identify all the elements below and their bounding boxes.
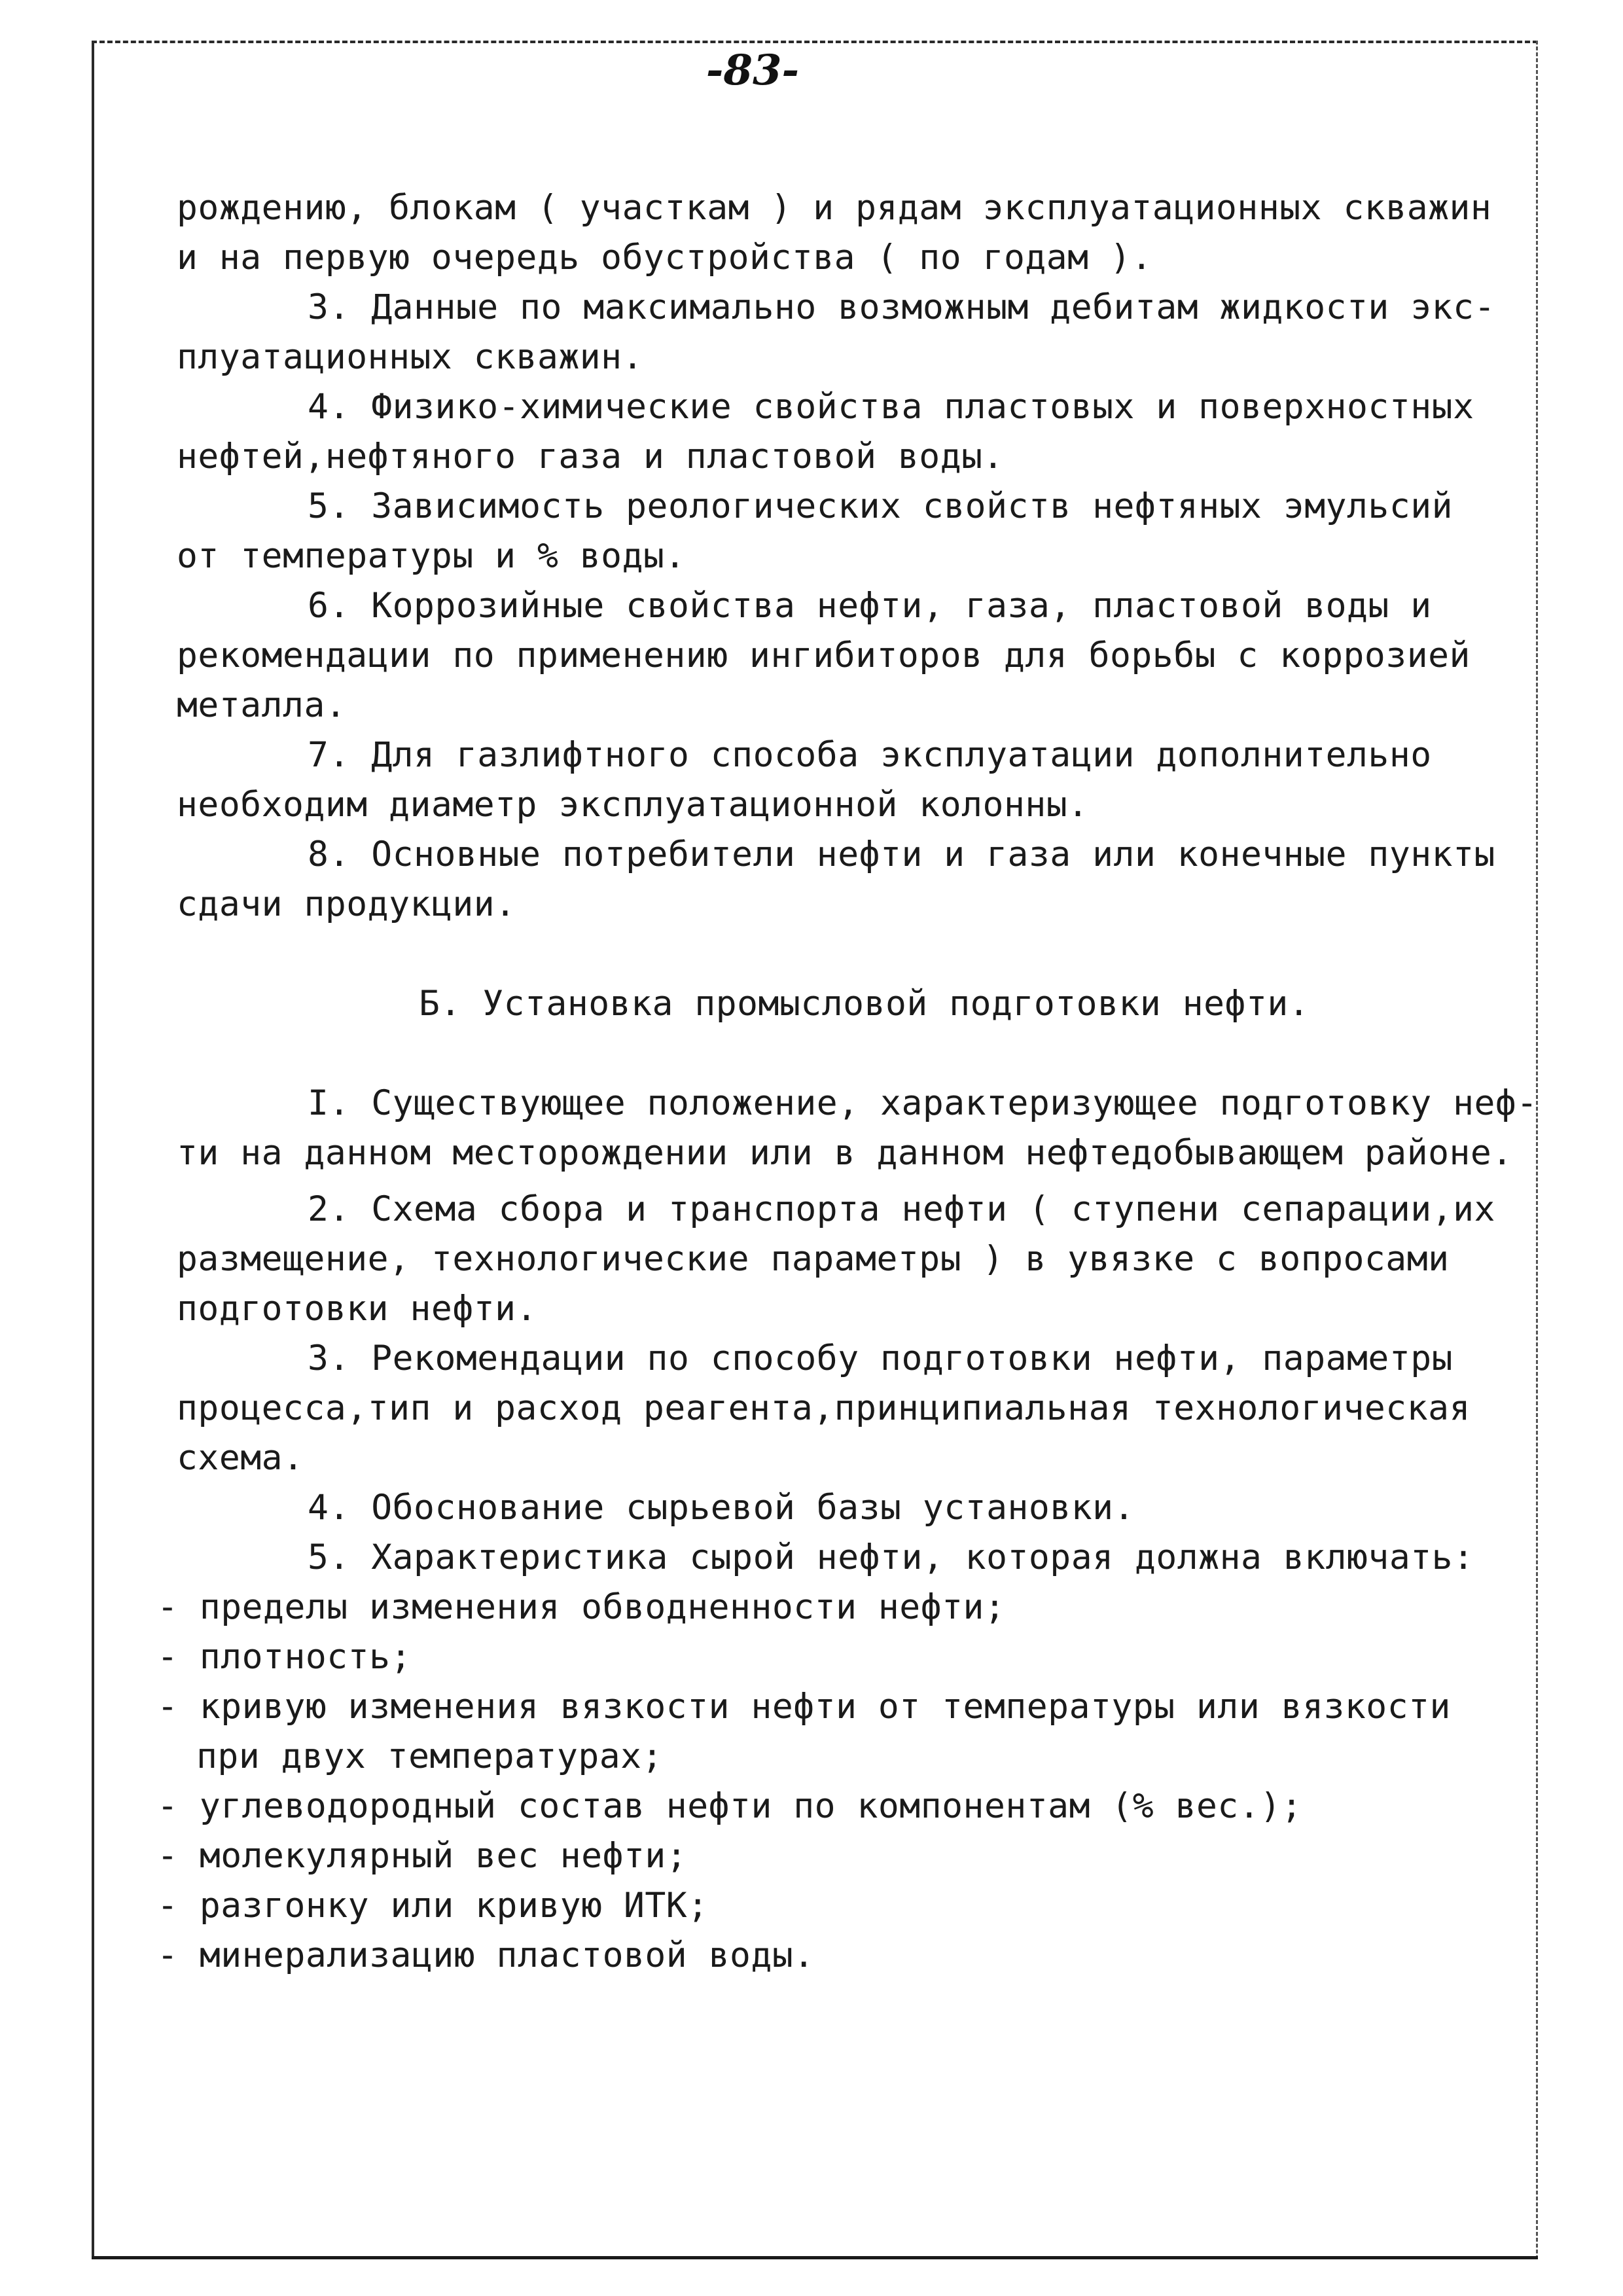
- text-line: необходим диаметр эксплуатационной колонны.: [177, 785, 1089, 825]
- text-line: подготовки нефти.: [177, 1289, 537, 1329]
- page-number: -83-: [705, 46, 800, 95]
- frame-top-border: [92, 41, 1538, 43]
- document-body: [157, 183, 1538, 1981]
- list-item: - молекулярный вес нефти;: [157, 1836, 688, 1876]
- list-item: - углеводородный состав нефти по компонентам (% вес.);: [157, 1786, 1303, 1826]
- list-item-continuation: при двух температурах;: [196, 1736, 663, 1776]
- paragraph-8-start: 8. Основные потребители нефти и газа или конечные пункты: [308, 834, 1495, 874]
- paragraph-b2-start: 2. Схема сбора и транспорта нефти ( ступени сепарации,их: [308, 1189, 1495, 1229]
- list-item: - разгонку или кривую ИТК;: [157, 1886, 709, 1926]
- paragraph-7-start: 7. Для газлифтного способа эксплуатации дополнительно: [308, 735, 1432, 775]
- paragraph-b5-start: 5. Характеристика сырой нефти, которая должна включать:: [308, 1537, 1474, 1577]
- text-line: металла.: [177, 685, 347, 725]
- paragraph-3-start: 3. Данные по максимально возможным дебитам жидкости экс-: [308, 287, 1495, 327]
- text-line: нефтей,нефтяного газа и пластовой воды.: [177, 437, 1004, 476]
- list-item: - пределы изменения обводненности нефти;: [157, 1587, 1006, 1627]
- text-line: от температуры и % воды.: [177, 536, 686, 576]
- text-line: размещение, технологические параметры ) в увязке с вопросами: [177, 1239, 1450, 1279]
- paragraph-5-start: 5. Зависимость реологических свойств нефтяных эмульсий: [308, 486, 1454, 526]
- paragraph-4-start: 4. Физико-химические свойства пластовых и поверхностных: [308, 387, 1474, 427]
- text-line: сдачи продукции.: [177, 884, 516, 924]
- section-heading: Б. Установка промысловой подготовки нефти.: [419, 984, 1310, 1024]
- list-item: - кривую изменения вязкости нефти от температуры или вязкости: [157, 1687, 1451, 1727]
- list-item: - минерализацию пластовой воды.: [157, 1935, 815, 1975]
- text-line: плуатационных скважин.: [177, 337, 643, 377]
- frame-left-border: [92, 41, 94, 2259]
- list-item: - плотность;: [157, 1637, 412, 1677]
- text-line: процесса,тип и расход реагента,принципиальная технологическая: [177, 1388, 1471, 1428]
- text-line: рекомендации по применению ингибиторов для борьбы с коррозией: [177, 636, 1471, 675]
- text-line: ти на данном месторождении или в данном нефтедобывающем районе.: [177, 1133, 1513, 1173]
- paragraph-6-start: 6. Коррозийные свойства нефти, газа, пластовой воды и: [308, 586, 1432, 626]
- paragraph-b1-start: I. Существующее положение, характеризующее подготовку неф-: [308, 1083, 1538, 1123]
- paragraph-b4-start: 4. Обоснование сырьевой базы установки.: [308, 1488, 1135, 1528]
- text-line: и на первую очередь обустройства ( по годам ).: [177, 238, 1152, 278]
- frame-right-border: [1536, 41, 1538, 2259]
- text-line: схема.: [177, 1438, 304, 1478]
- paragraph-b3-start: 3. Рекомендации по способу подготовки нефти, параметры: [308, 1338, 1454, 1378]
- text-line: рождению, блокам ( участкам ) и рядам эксплуатационных скважин: [177, 188, 1492, 228]
- frame-bottom-border: [92, 2256, 1538, 2259]
